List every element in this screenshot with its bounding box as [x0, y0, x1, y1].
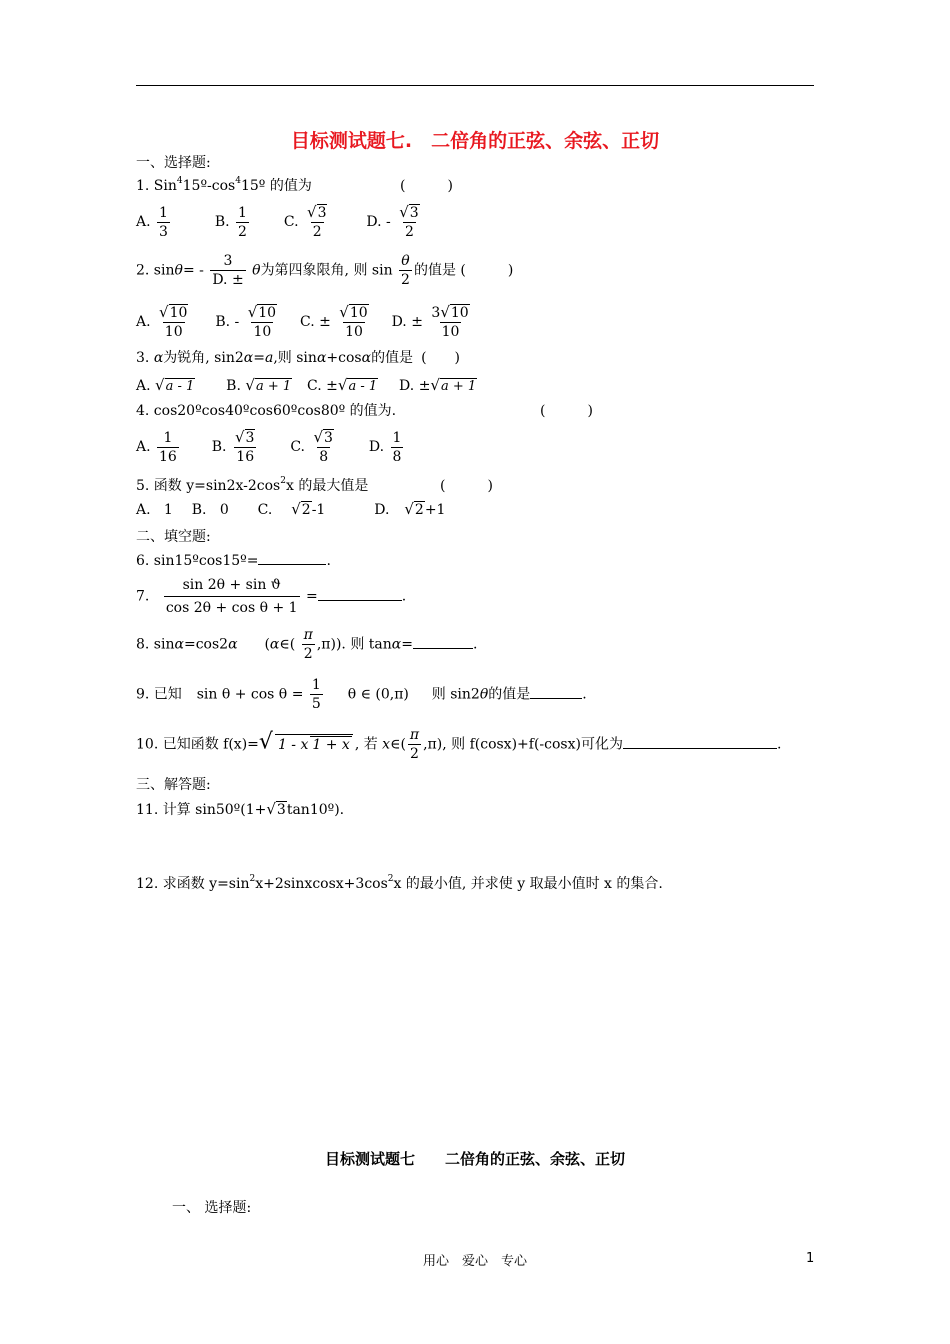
question-12: 12. 求函数 $y=\sin^2x+2sinxcosx+3\cos^2x$ 的最小值, 并求使 y 取最小值时 x 的集合.	[136, 874, 663, 892]
question-3: 3. α为锐角, sin2α=a,则 sinα+cosα的值是 ( )	[136, 350, 460, 366]
page-title: 目标测试题七. 二倍角的正弦、余弦、正切	[290, 130, 660, 152]
section-solve-heading: 三、解答题:	[136, 777, 211, 793]
q3-options: A. √a - 1 B. √a + 1 C. ±√a - 1 D. ±√a + 1	[136, 376, 477, 394]
header-rule	[136, 85, 814, 86]
q4-answer-paren: ( )	[540, 403, 593, 419]
question-8: 8. sinα=cos2α (α∈( $\frac{\pi}{2}$ ,π)). 则 tanα= .	[136, 627, 478, 662]
section-choice-heading: 一、选择题:	[136, 155, 211, 171]
answer-section-title: 目标测试题七 二倍角的正弦、余弦、正切	[324, 1150, 625, 1168]
question-5: 5. 函数 $y=\sin 2x-2\cos^2x$ 的最大值是	[136, 476, 369, 494]
question-10: 10. 已知函数 f(x)=√ 1 - x 1 + x , 若 x∈( $\frac{\pi}{2}$ ,π), 则 f(cosx)+f(-cosx)可化为 .	[136, 727, 782, 762]
question-7: 7. $\frac{\text{sin 2θ + sin ϑ}}{\text{cos 2θ + cos θ + 1}}$ = .	[136, 574, 406, 619]
question-11: 11. 计算 sin50º(1+√3tan10º).	[136, 800, 345, 818]
q4-options: A. $\frac{1}{16}$ B. $\frac{√3}{16}$ C. $\frac{√3}{8}$ D. $\frac{1}{8}$	[136, 428, 402, 465]
answer-choice-heading: 一、 选择题:	[172, 1200, 252, 1216]
question-4: 4. cos20ºcos40ºcos60ºcos80º 的值为.	[136, 403, 397, 419]
page-number: 1	[806, 1251, 815, 1266]
q2-options: A. $\frac{√10}{10}$ B. - $\frac{√10}{10}$ C. ± $\frac{√10}{10}$ D. ± $\frac{3√10}{10}$	[136, 303, 469, 340]
q5-answer-paren: ( )	[440, 478, 493, 494]
q5-options: A. 1 B. 0 C. √2-1 D. √2+1	[136, 500, 446, 518]
question-6: 6. sin15ºcos15º= .	[136, 553, 331, 569]
q1-options: A. $\frac{1}{3}$ B. $\frac{1}{2}$ C. $\frac{√3}{2}$ D. - $\frac{√3}{2}$	[136, 203, 419, 240]
q1-answer-paren: ( )	[400, 178, 453, 194]
question-1: 1. $Sin^415º-\cos^415º$ 的值为	[136, 176, 312, 194]
page-footer: 用心 爱心 专心	[422, 1254, 527, 1269]
section-fill-heading: 二、填空题:	[136, 529, 211, 545]
question-9: 9. 已知 sin θ + cos θ = $\frac{1}{5}$ θ ∈ (0,π) 则 sin2θ的值是 .	[136, 677, 587, 712]
question-2: 2. sinθ= - $\frac{3}{D. \pm}$ θ为第四象限角, 则 sin $\frac{\theta}{2}$ 的值是 ( )	[136, 253, 514, 288]
